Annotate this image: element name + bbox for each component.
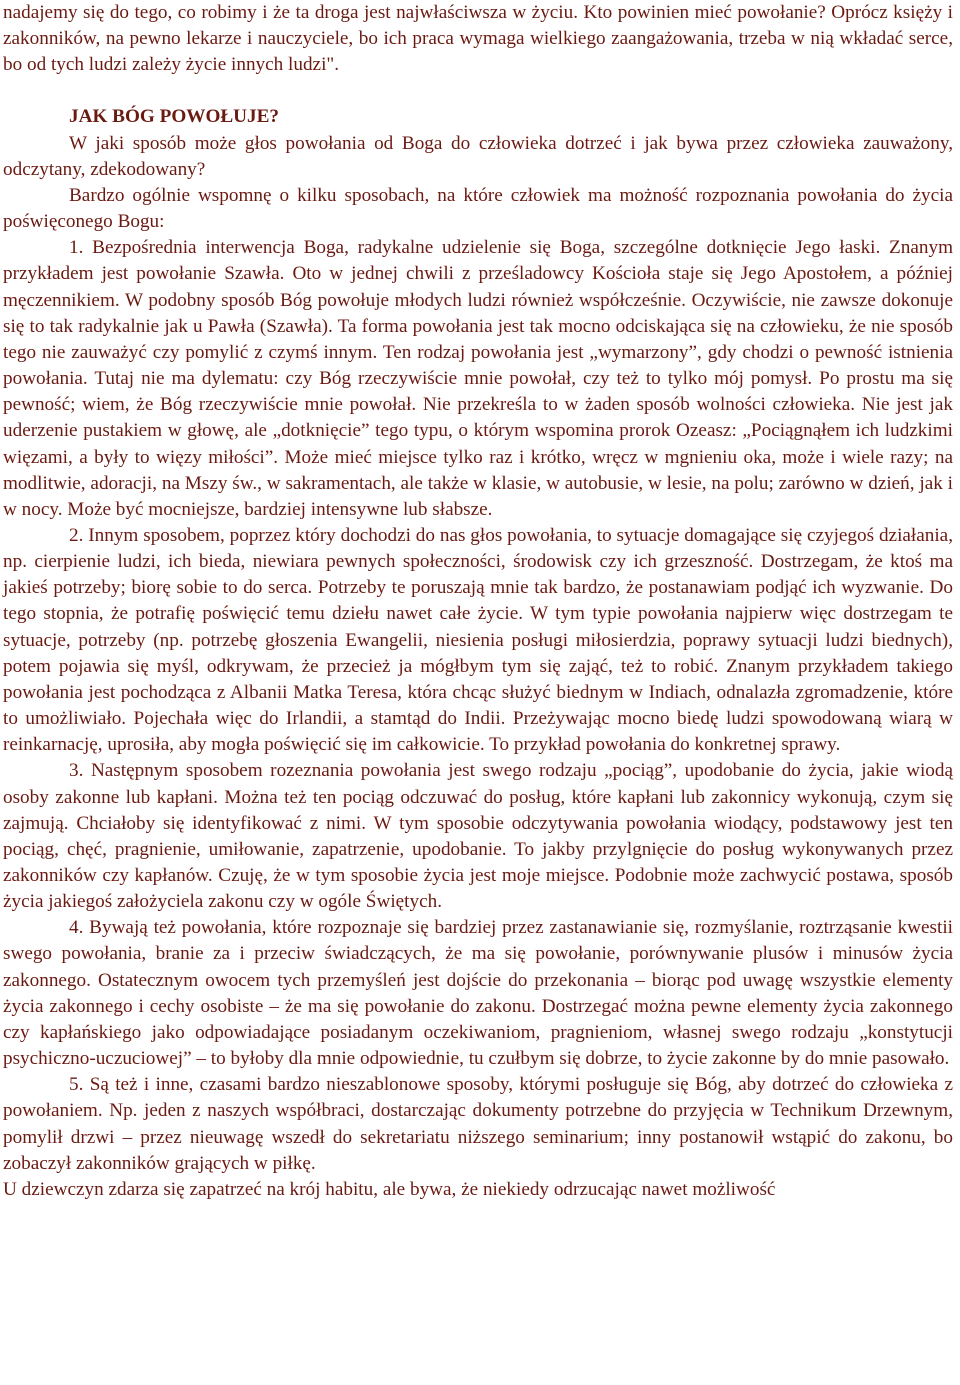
point-4-paragraph: 4. Bywają też powołania, które rozpoznaje się bardziej przez zastanawianie się, rozmyślanie, roztrząsanie kwestii swego powołania, branie za i przeciw świadczących, że ma się powołanie, porównywanie plusów i minusów życia zakonnego. Ostatecznym owocem tych przemyśleń jest dojście do przekonania – biorąc pod uwagę wszystkie elementy życia zakonnego i cechy osobiste – że ma się powołanie do zakonu. Dostrzegać można pewne elementy życia zakonnego czy kapłańskiego jako odpowiadające posiadanym oczekiwaniom, pragnieniom, własnej swego rodzaju „konstytucji psychiczno-uczuciowej” – to byłoby dla mnie odpowiednie, tu czułbym się dobrze, to życie zakonne by do mnie pasowało. <box>3 917 953 1070</box>
point-5-paragraph: 5. Są też i inne, czasami bardzo nieszablonowe sposoby, którymi posługuje się Bóg, aby dotrzeć do człowieka z powołaniem. Np. jeden z naszych współbraci, dostarczając dokumenty potrzebne do przyjęcia w Technikum Drzewnym, pomylił drzwi – przez nieuwagę wszedł do sekretariatu niższego seminarium; inny postanowił wstąpić do zakonu, bo zobaczył zakonników grających w piłkę. <box>3 1074 953 1174</box>
overview-paragraph: Bardzo ogólnie wspomnę o kilku sposobach, na które człowiek ma możność rozpoznania powołania do życia poświęconego Bogu: <box>3 184 953 233</box>
point-2-paragraph: 2. Innym sposobem, poprzez który dochodzi do nas głos powołania, to sytuacje domagające się czyjegoś działania, np. cierpienie ludzi, ich bieda, niewiara pewnych społeczności, środowisk czy ich grzeszność. Dostrzegam, że ktoś ma jakieś potrzeby; biorę sobie to do serca. Potrzeby te poruszają mnie tak bardzo, że postanawiam podjąć ich wyzwanie. Do tego stopnia, że potrafię poświęcić temu dziełu nawet całe życie. W tym typie powołania najpierw więc dostrzegam te sytuacje, potrzeby (np. potrzebę głoszenia Ewangelii, niesienia posługi miłosierdzia, poprawy sytuacji ludzi biednych), potem pojawia się myśl, odkrywam, że przecież ja mógłbym tym się zająć, też to robić. Znanym przykładem takiego powołania jest pochodząca z Albanii Matka Teresa, która chcąc służyć biednym w Indiach, odnalazła zgromadzenie, które to umożliwiało. Pojechała więc do Irlandii, a stamtąd do Indii. Przeżywając mocno biedę ludzi spowodowaną wiarą w reinkarnację, uprosiła, aby mogła poświęcić się im całkowicie. To przykład powołania do konkretnej sprawy. <box>3 524 953 756</box>
closing-paragraph: U dziewczyn zdarza się zapatrzeć na krój habitu, ale bywa, że niekiedy odrzucając nawet możliwość <box>3 1178 776 1200</box>
document-page <box>3 0 953 1203</box>
point-1-paragraph: 1. Bezpośrednia interwencja Boga, radykalne udzielenie się Boga, szczególne dotknięcie Jego łaski. Znanym przykładem jest powołanie Szawła. Oto w jednej chwili z prześladowcy Kościoła staje się Jego Apostołem, a później męczennikiem. W podobny sposób Bóg powołuje młodych ludzi również współcześnie. Oczywiście, nie zawsze dokonuje się to tak radykalnie jak u Pawła (Szawła). Ta forma powołania jest tak mocno odciskająca się na człowieku, że nie sposób tego nie zauważyć czy pomylić z czymś innym. Ten rodzaj powołania jest „wymarzony”, gdy chodzi o pewność istnienia powołania. Tutaj nie ma dylematu: czy Bóg rzeczywiście mnie powołał, czy też to tylko mój pomysł. Po prostu ma się pewność; wiem, że Bóg rzeczywiście mnie powołał. Nie przekreśla to w żaden sposób wolności człowieka. Nie jest jak uderzenie pustakiem w głowę, ale „dotknięcie” tego typu, o którym wspomina prorok Ozeasz: „Pociągnąłem ich ludzkimi więzami, a były to więzy miłości”. Może mieć miejsce tylko raz i krótko, wręcz w mgnieniu oka, może i wiele razy; na modlitwie, adoracji, na Mszy św., w sakramentach, ale także w klasie, w autobusie, w lesie, na polu; zarówno w dzień, jak i w nocy. Może być mocniejsze, bardziej intensywne lub słabsze. <box>3 237 953 520</box>
intro-paragraph: nadajemy się do tego, co robimy i że ta droga jest najwłaściwsza w życiu. Kto powinien mieć powołanie? Oprócz księży i zakonników, na pewno lekarze i nauczyciele, bo ich praca wymaga wielkiego zaangażowania, trzeba w nią wkładać serce, bo od tych ludzi zależy życie innych ludzi". <box>3 2 953 76</box>
question-paragraph: W jaki sposób może głos powołania od Boga do człowieka dotrzeć i jak bywa przez człowieka zauważony, odczytany, zdekodowany? <box>3 132 953 180</box>
point-3-paragraph: 3. Następnym sposobem rozeznania powołania jest swego rodzaju „pociąg”, upodobanie do życia, jakie wiodą osoby zakonne lub kapłani. Można też ten pociąg odczuwać do posług, które kapłani lub zakonnicy wykonują, czym się zajmują. Chciałoby się identyfikować z nimi. W tym sposobie odczytywania powołania wiodący, podstawowy jest ten pociąg, chęć, pragnienie, umiłowanie, zapatrzenie, upodobanie. To jakby przylgnięcie do posług wykonywanych przez zakonników czy kapłanów. Czuję, że w tym sposobie życia jest moje miejsce. Podobnie może zachwycić postawa, sposób życia jakiegoś założyciela zakonu czy w ogóle Świętych. <box>3 760 953 913</box>
section-heading: JAK BÓG POWOŁUJE? <box>69 106 280 128</box>
